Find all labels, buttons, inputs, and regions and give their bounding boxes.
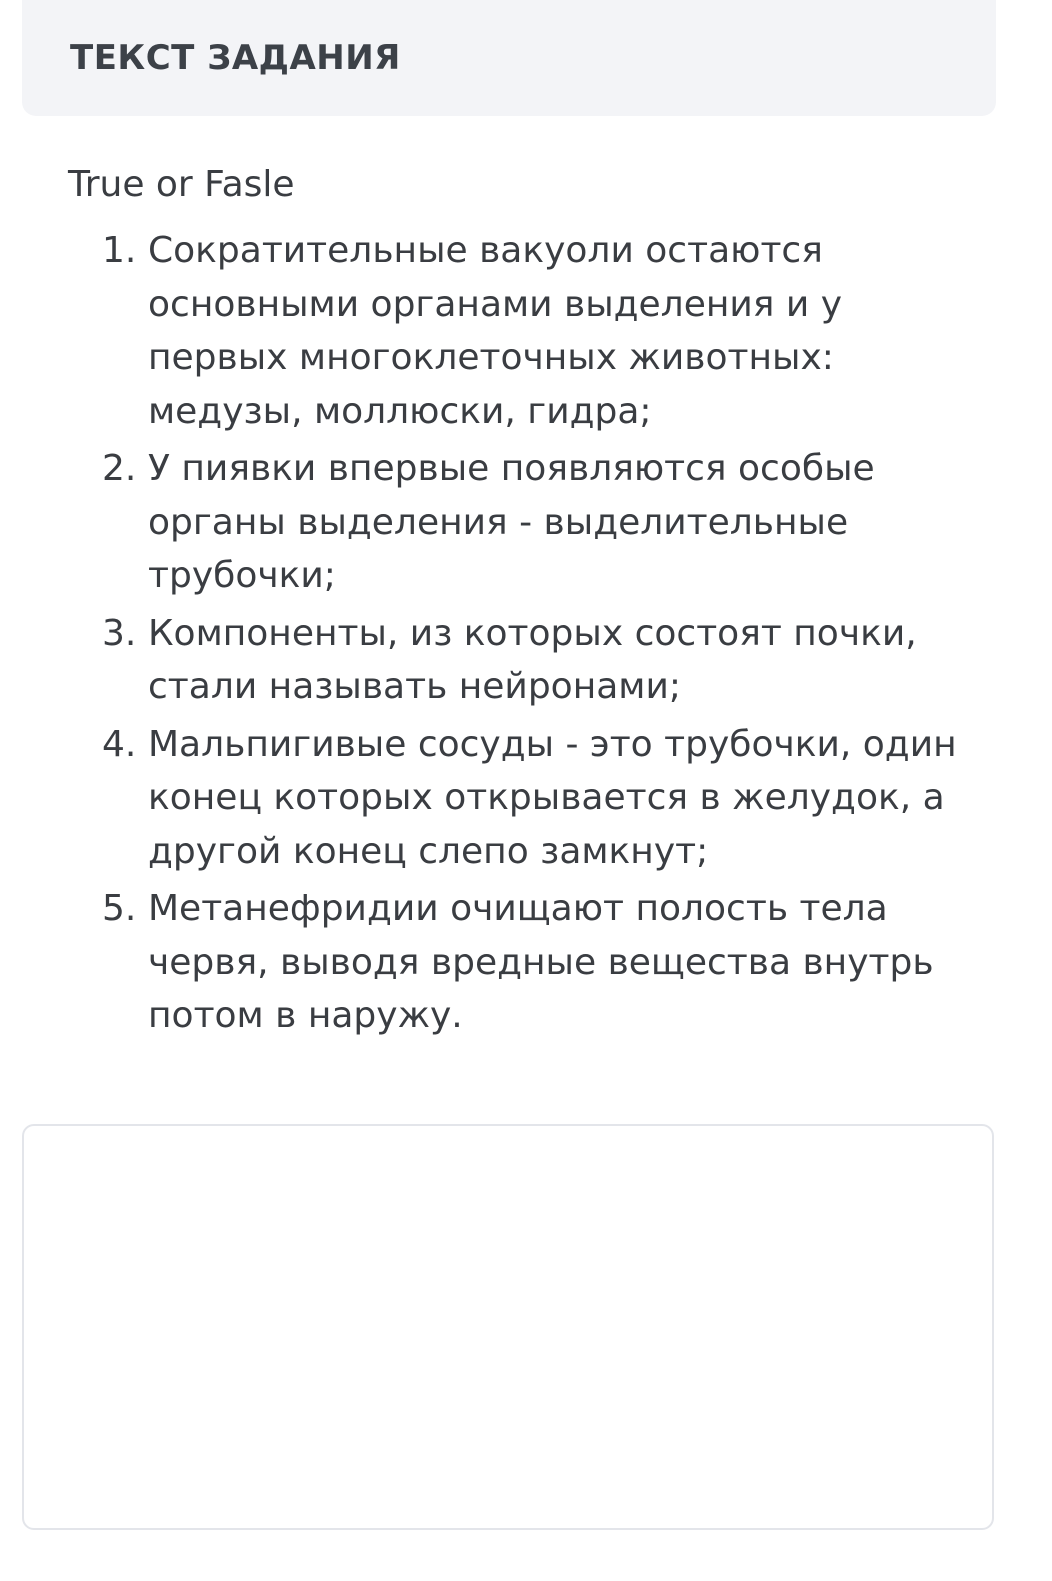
- task-body: [68, 158, 968, 1047]
- statement-number: 5.: [102, 888, 137, 929]
- statement-item: [68, 224, 968, 438]
- statement-text: Метанефридии очищают полость тела червя, выводя вредные вещества внутрь потом в наружу.: [148, 888, 934, 1036]
- statement-number: 3.: [102, 612, 137, 654]
- statement-item: [68, 607, 968, 714]
- statement-item: [68, 882, 968, 1043]
- task-intro: True or Fasle: [68, 164, 295, 205]
- task-header-title: ТЕКСТ ЗАДАНИЯ: [70, 38, 401, 78]
- answer-input[interactable]: [22, 1124, 994, 1530]
- statement-text: Сократительные вакуоли остаются основными органами выделения и у первых многоклеточных животных: медузы, моллюски, гидра;: [148, 230, 843, 432]
- statement-text: Мальпигивые сосуды - это трубочки, один конец которых открывается в желудок, а другой конец слепо замкнут;: [148, 723, 957, 872]
- statement-text: У пиявки впервые появляются особые органы выделения - выделительные трубочки;: [148, 448, 875, 596]
- statement-number: 1.: [102, 230, 137, 271]
- statement-number: 2.: [102, 448, 137, 489]
- statement-list: [68, 224, 968, 1043]
- statement-text: Компоненты, из которых состоят почки, стали называть нейронами;: [148, 612, 917, 707]
- task-header: [22, 0, 996, 116]
- statement-item: [68, 718, 968, 879]
- statement-item: [68, 442, 968, 603]
- statement-number: 4.: [102, 723, 137, 765]
